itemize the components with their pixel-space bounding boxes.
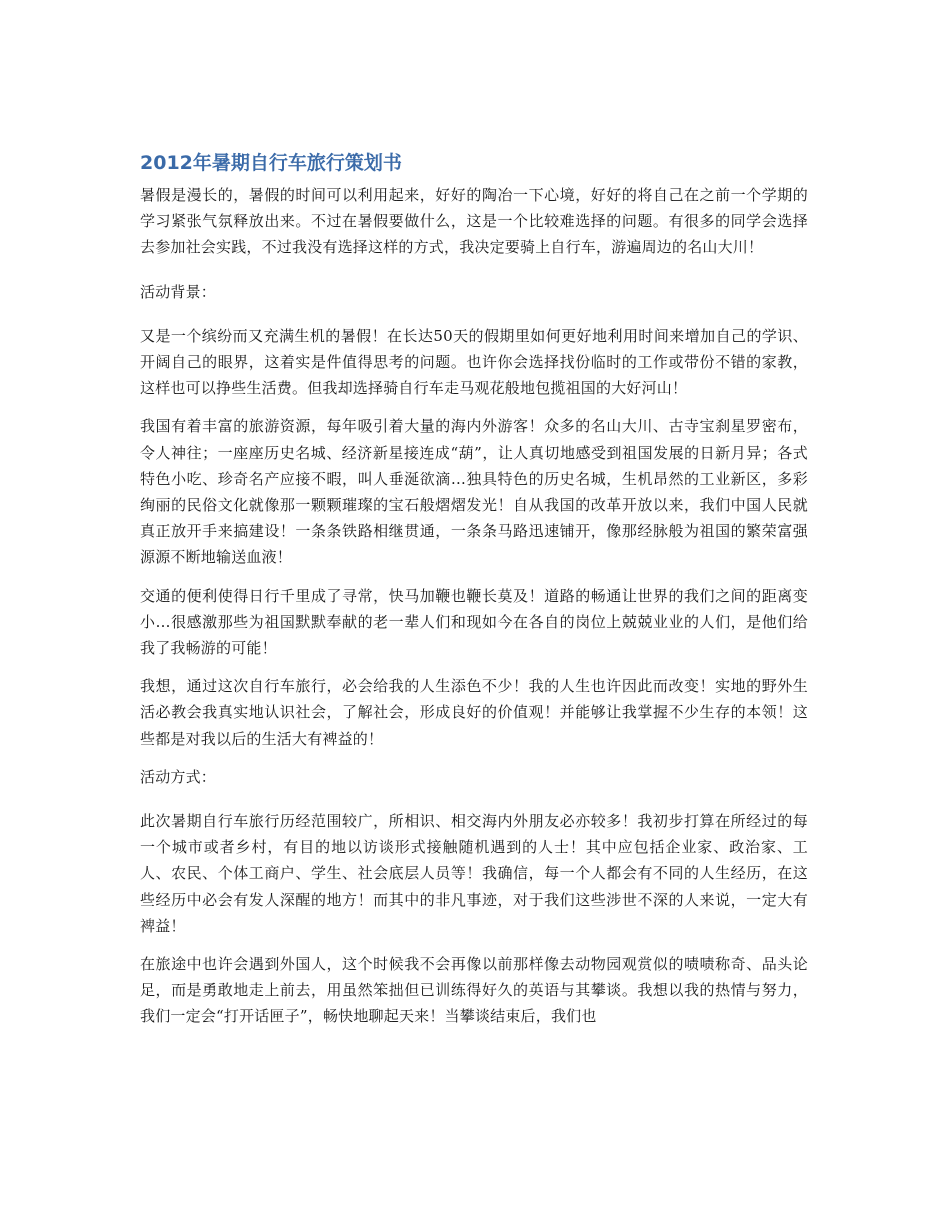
document-page [140, 148, 808, 1042]
section-heading-method: 活动方式： [140, 767, 217, 786]
body-paragraph: 又是一个缤纷而又充满生机的暑假！在长达50天的假期里如何更好地利用时间来增加自己的学识、开阔自己的眼界，这着实是件值得思考的问题。也许你会选择找份临时的工作或带份不错的家教，这样也可以挣些生活费。但我却选择骑自行车走马观花般地包揽祖国的大好河山！ [140, 326, 808, 398]
intro-paragraph: 暑假是漫长的，暑假的时间可以利用起来，好好的陶冶一下心境，好好的将自己在之前一个学期的学习紧张气氛释放出来。不过在暑假要做什么，这是一个比较难选择的问题。有很多的同学会选择去参加社会实践，不过我没有选择这样的方式，我决定要骑上自行车，游遍周边的名山大川！ [140, 186, 808, 257]
body-paragraph: 交通的便利使得日行千里成了寻常，快马加鞭也鞭长莫及！道路的畅通让世界的我们之间的距离变小…很感激那些为祖国默默奉献的老一辈人们和现如今在各自的岗位上兢兢业业的人们，是他们给我了我畅游的可能！ [140, 586, 808, 658]
body-paragraph: 我想，通过这次自行车旅行，必会给我的人生添色不少！我的人生也许因此而改变！实地的野外生活必教会我真实地认识社会，了解社会，形成良好的价值观！并能够让我掌握不少生存的本领！这些都是对我以后的生活大有裨益的！ [140, 677, 808, 748]
body-paragraph: 在旅途中也许会遇到外国人，这个时候我不会再像以前那样像去动物园观赏似的啧啧称奇、品头论足，而是勇敢地走上前去，用虽然笨拙但已训练得好久的英语与其攀谈。我想以我的热情与努力，我们一定会“打开话匣子”，畅快地聊起天来！当攀谈结束后，我们也 [140, 955, 808, 1026]
document-title: 2012年暑期自行车旅行策划书 [140, 152, 402, 174]
body-paragraph: 此次暑期自行车旅行历经范围较广，所相识、相交海内外朋友必亦较多！我初步打算在所经过的每一个城市或者乡村，有目的地以访谈形式接触随机遇到的人士！其中应包括企业家、政治家、工人、农民、个体工商户、学生、社会底层人员等！我确信，每一个人都会有不同的人生经历，在这些经历中必会有发人深醒的地方！而其中的非凡事迹，对于我们这些涉世不深的人来说，一定大有裨益！ [140, 812, 808, 935]
body-paragraph: 我国有着丰富的旅游资源，每年吸引着大量的海内外游客！众多的名山大川、古寺宝刹星罗密布，令人神往；一座座历史名城、经济新星接连成“葫”，让人真切地感受到祖国发展的日新月异；各式特色小吃、珍奇名产应接不暇，叫人垂涎欲滴…独具特色的历史名城，生机昂然的工业新区，多彩绚丽的民俗文化就像那一颗颗璀璨的宝石般熠熠发光！自从我国的改革开放以来，我们中国人民就真正放开手来搞建设！一条条铁路相继贯通，一条条马路迅速铺开，像那经脉般为祖国的繁荣富强源源不断地输送血液！ [140, 417, 808, 567]
section-heading-background: 活动背景： [140, 282, 217, 301]
